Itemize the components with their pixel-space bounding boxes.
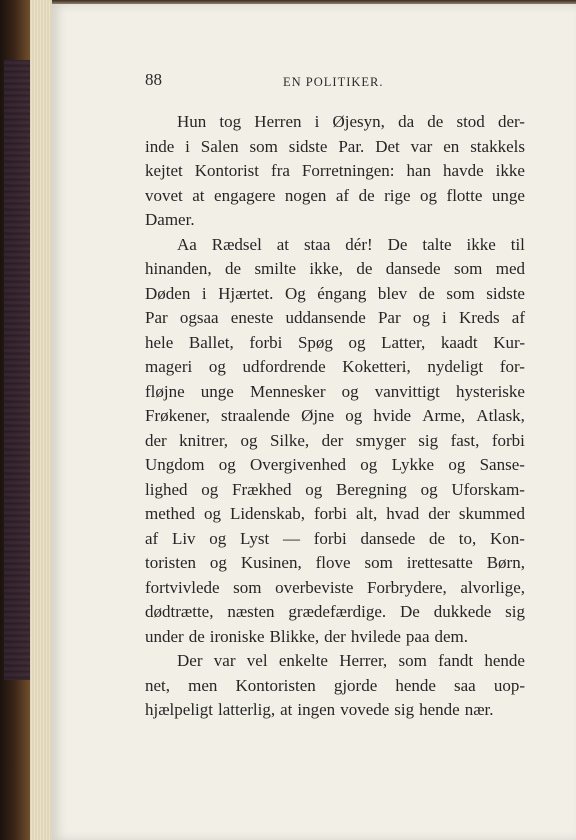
text-line: vovet at engagere nogen af de rige og flotte unge [145, 185, 525, 205]
text-line: Ungdom og Overgivenhed og Lykke og Sanse- [145, 455, 525, 474]
text-line: methed og Lidenskab, forbi alt, hvad der skummed [145, 504, 525, 523]
text-line: Aa Rædsel at staa dér! De talte ikke til [177, 234, 525, 254]
paragraph [145, 110, 525, 233]
text-line: fortvivlede som overbeviste Forbrydere, alvorlige, [145, 577, 525, 597]
text-line: toristen og Kusinen, flove som irettesatte Børn, [145, 553, 525, 572]
text-line: net, men Kontoristen gjorde hende saa uop- [145, 675, 525, 695]
text-line: kejtet Kontorist fra Forretningen: han havde ikke [145, 161, 525, 180]
page-header [145, 70, 525, 94]
text-line: Hun tog Herren i Øjesyn, da de stod der- [177, 112, 525, 131]
text-line: under de ironiske Blikke, der hvilede paa dem. [145, 626, 469, 646]
text-line: Damer. [145, 210, 195, 229]
text-line: hele Ballet, forbi Spøg og Latter, kaadt Kur- [145, 332, 525, 352]
text-line: Der var vel enkelte Herrer, som fandt hende [177, 651, 525, 670]
text-line: af Liv og Lyst — forbi dansede de to, Kon- [145, 528, 525, 548]
binding-cloth [4, 60, 30, 680]
text-line: Frøkener, straalende Øjne og hvide Arme, Atlask, [145, 406, 525, 425]
text-line: lighed og Frækhed og Beregning og Uforskam- [145, 479, 525, 499]
paragraph [145, 649, 525, 723]
text-line: Døden i Hjærtet. Og éngang blev de som sidste [145, 283, 525, 303]
page-number: 88 [145, 70, 162, 89]
body-text [145, 110, 525, 723]
text-line: inde i Salen som sidste Par. Det var en stakkels [145, 136, 525, 156]
text-line: dødtrætte, næsten grædefærdige. De dukkede sig [145, 602, 525, 621]
paragraph [145, 233, 525, 650]
text-line: Par ogsaa eneste uddansende Par og i Kreds af [145, 308, 525, 327]
text-line: fløjne unge Mennesker og vanvittigt hysteriske [145, 381, 525, 401]
running-head: EN POLITIKER. [283, 75, 384, 89]
text-line: hjælpeligt latterlig, at ingen vovede sig hende nær. [145, 700, 494, 719]
text-line: hinanden, de smilte ikke, de dansede som med [145, 259, 525, 278]
text-line: mageri og udfordrende Koketteri, nydeligt for- [145, 357, 525, 376]
text-line: der knitrer, og Silke, der smyger sig fast, forbi [145, 430, 525, 450]
